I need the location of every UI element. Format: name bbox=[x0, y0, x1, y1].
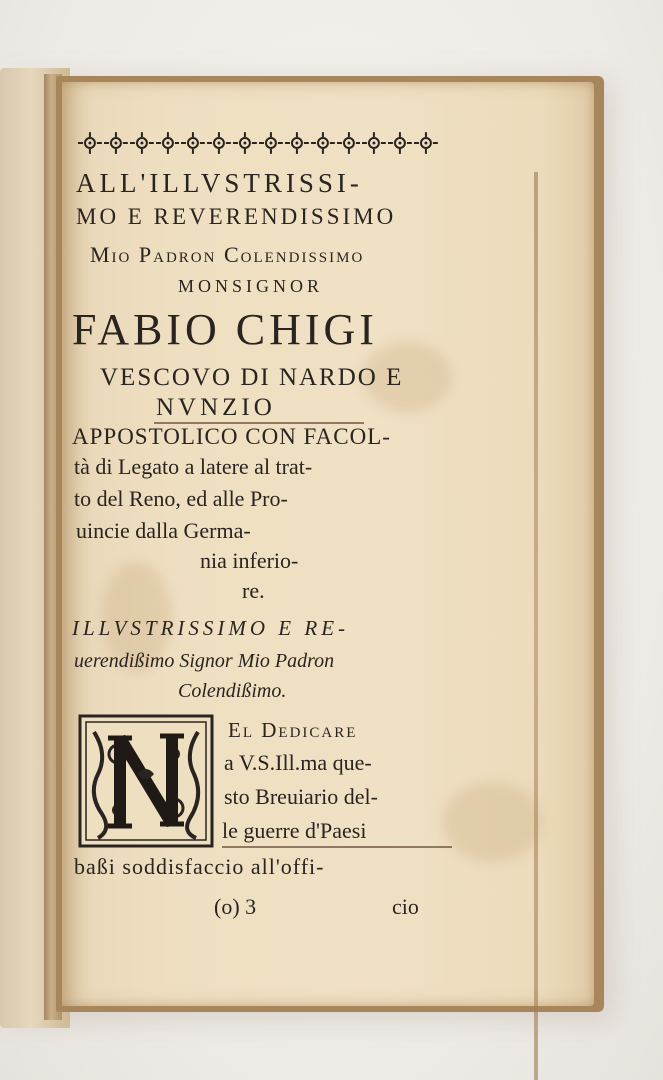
title-line: APPOSTOLICO CON FACOL- bbox=[72, 424, 391, 449]
ornament-icon bbox=[362, 132, 386, 154]
ornament-icon bbox=[259, 132, 283, 154]
dedicatee-name: FABIO CHIGI bbox=[72, 305, 378, 354]
ornament-icon bbox=[104, 132, 128, 154]
title-line: Mio Padron Colendissimo bbox=[90, 242, 365, 267]
body-line: uincie dalla Germa- bbox=[76, 518, 251, 543]
ink-underline bbox=[222, 846, 452, 848]
salutation-line: uerendißimo Signor Mio Padron bbox=[74, 650, 335, 672]
ornament-icon bbox=[285, 132, 309, 154]
salutation-line: Colendißimo. bbox=[178, 680, 287, 702]
body-line: a V.S.Ill.ma que- bbox=[224, 750, 372, 775]
ornament-icon bbox=[233, 132, 257, 154]
body-line: le guerre d'Paesi bbox=[222, 818, 367, 843]
title-line: ALL'ILLVSTRISSI- bbox=[76, 168, 363, 198]
title-page bbox=[62, 82, 594, 1006]
catchword: cio bbox=[392, 894, 419, 919]
ornament-icon bbox=[207, 132, 231, 154]
ornament-icon bbox=[156, 132, 180, 154]
decorated-initial-icon bbox=[78, 714, 214, 848]
body-line: nia inferio- bbox=[200, 548, 299, 573]
ornament-icon bbox=[130, 132, 154, 154]
salutation-line: ILLVSTRISSIMO E RE- bbox=[72, 616, 350, 640]
body-line: El Dedicare bbox=[228, 718, 358, 742]
body-line: re. bbox=[242, 578, 265, 603]
ornament-icon bbox=[388, 132, 412, 154]
body-line: to del Reno, ed alle Pro- bbox=[74, 486, 288, 511]
ornament-icon bbox=[337, 132, 361, 154]
signature-mark: (o) 3 bbox=[214, 894, 257, 919]
ornament-icon bbox=[414, 132, 438, 154]
title-line: MONSIGNOR bbox=[178, 276, 324, 296]
body-line: baßi soddisfaccio all'offi- bbox=[74, 854, 325, 879]
title-line: NVNZIO bbox=[156, 394, 276, 421]
ornament-icon bbox=[311, 132, 335, 154]
fleuron-border bbox=[78, 132, 438, 156]
body-line: tà di Legato a latere al trat- bbox=[74, 454, 313, 479]
ornament-icon bbox=[78, 132, 102, 154]
title-line: MO E REVERENDISSIMO bbox=[76, 204, 397, 229]
title-line: VESCOVO DI NARDO E bbox=[100, 364, 404, 391]
body-line: sto Breuiario del- bbox=[224, 784, 378, 809]
ornament-icon bbox=[181, 132, 205, 154]
